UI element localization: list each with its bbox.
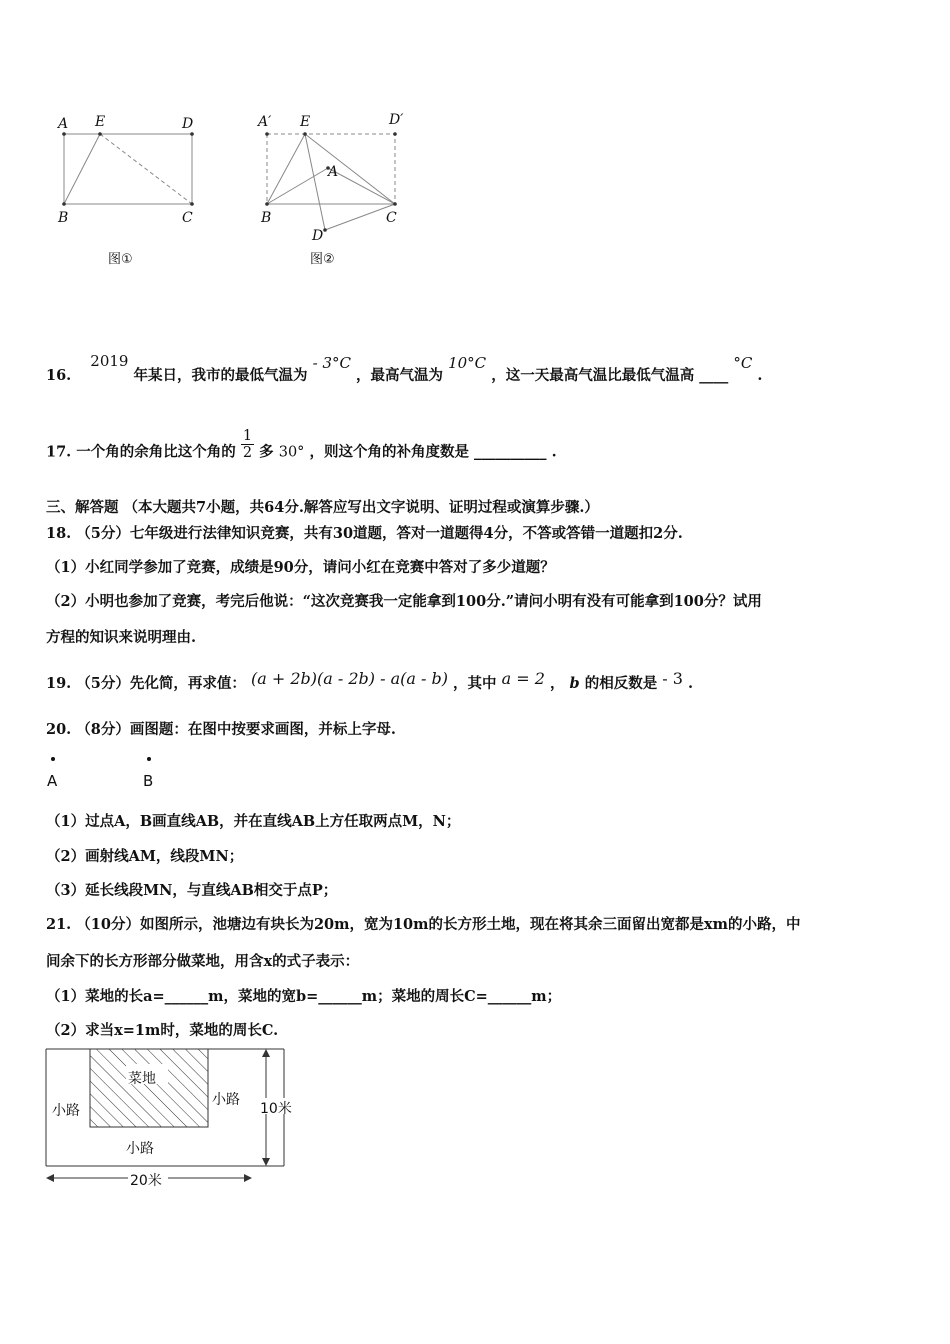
fig1-label-b: B <box>58 210 69 226</box>
segment-ec <box>305 134 395 204</box>
point-b-dot <box>147 757 151 761</box>
fig2-label-a: A <box>328 164 339 180</box>
vegetable-plot <box>90 1049 208 1127</box>
fig1-caption: 图① <box>108 252 133 267</box>
garden-path-bottom: 小路 <box>126 1141 154 1157</box>
fig2-label-b: B <box>261 210 272 226</box>
question-18-part-2b: 方程的知识来说明理由. <box>46 629 197 646</box>
segment-eb <box>267 134 305 204</box>
q16-end: . <box>757 367 763 384</box>
question-21-head-b: 间余下的长方形部分做菜地，用含x的式子表示： <box>46 953 360 970</box>
fig2-label-a-prime: A′ <box>258 114 272 130</box>
garden-width-label: 20米 <box>130 1173 162 1189</box>
q19-text-1: （5分）先化简，再求值： <box>76 675 246 692</box>
q19-expression: (a + 2b)(a - 2b) - a(a - b) <box>250 669 448 688</box>
q16-high-temp: 10°C <box>448 354 487 372</box>
question-18-part-2a: （2）小明也参加了竞赛，考完后他说：“这次竞赛我一定能拿到100分.”请问小明有没有可能拿到100分？试用 <box>46 593 762 610</box>
fig1-label-e: E <box>95 114 106 130</box>
garden-veg-label: 菜地 <box>128 1071 156 1087</box>
segment-dc <box>325 204 395 230</box>
height-arrow-bottom <box>262 1158 270 1166</box>
question-21-head-a: 21. （10分）如图所示，池塘边有块长为20m，宽为10m的长方形土地，现在将其余三面留出宽都是xm的小路，中 <box>46 916 801 933</box>
q16-text-1: 年某日，我市的最低气温为 <box>133 367 308 384</box>
q16-blank: ____ <box>699 367 729 384</box>
fig1-label-d: D <box>182 116 194 132</box>
q17-angle: 30° <box>278 444 305 461</box>
q16-unit: °C <box>733 354 753 372</box>
width-arrow-left <box>46 1174 54 1182</box>
q19-end: . <box>688 675 694 692</box>
q16-text-2: ，最高气温为 <box>356 367 444 384</box>
question-17 <box>46 428 557 469</box>
q19-condition: a = 2 <box>501 669 545 688</box>
q16-text-3: ，这一天最高气温比最低气温高 <box>491 367 695 384</box>
q17-fraction <box>241 428 254 461</box>
fig1-label-c: C <box>182 210 193 226</box>
point-a-label: A <box>47 772 58 790</box>
question-18-head: 18. （5分）七年级进行法律知识竞赛，共有30道题，答对一道题得4分，不答或答错一道题扣2分. <box>46 525 683 542</box>
segment-ed <box>305 134 325 230</box>
q17-frac-numerator: 1 <box>242 428 253 444</box>
height-arrow-top <box>262 1049 270 1057</box>
q16-number: 16. <box>46 367 72 384</box>
question-20-part-2: （2）画射线AM，线段MN； <box>46 848 244 865</box>
q17-text-3: ，则这个角的补角度数是 <box>309 443 469 461</box>
question-20-part-1: （1）过点A，B画直线AB，并在直线AB上方任取两点M，N； <box>46 813 461 830</box>
garden-path-right: 小路 <box>212 1092 240 1108</box>
point-a-dot <box>51 757 55 761</box>
q16-low-temp: - 3°C <box>312 354 351 372</box>
q19-text-2: ，其中 <box>453 675 497 692</box>
segment-eb <box>64 134 100 204</box>
width-arrow-right <box>244 1174 252 1182</box>
question-21-part-2: （2）求当x=1m时，菜地的周长C. <box>46 1022 279 1039</box>
question-20-head: 20. （8分）画图题：在图中按要求画图，并标上字母. <box>46 721 396 738</box>
dashed-segment-ec <box>100 134 192 204</box>
q17-text-2: 多 <box>259 443 274 461</box>
question-21-part-1: （1）菜地的长a=______m，菜地的宽b=______m；菜地的周长C=______m； <box>46 988 562 1005</box>
q17-frac-denominator: 2 <box>242 445 253 461</box>
fig2-label-d: D <box>312 228 324 244</box>
q17-end: . <box>551 443 557 461</box>
question-16 <box>46 352 763 385</box>
q19-text-4: 的相反数是 <box>584 675 658 692</box>
fig2-caption: 图② <box>310 252 335 267</box>
q19-b: b <box>569 675 580 692</box>
rectangle-abcd <box>64 134 192 204</box>
fig2-label-e: E <box>300 114 311 130</box>
question-18-part-1: （1）小红同学参加了竞赛，成绩是90分，请问小红在竞赛中答对了多少道题？ <box>46 559 555 576</box>
q19-text-3: ， <box>549 675 565 692</box>
garden-height-label: 10米 <box>260 1101 292 1117</box>
point-b-label: B <box>143 772 154 790</box>
q17-text-1: 一个角的余角比这个角的 <box>76 443 236 461</box>
question-19 <box>46 669 694 693</box>
fig2-label-c: C <box>386 210 397 226</box>
fig1-label-a: A <box>58 116 69 132</box>
q16-year: 2019 <box>90 352 129 370</box>
q17-blank: __________ <box>474 443 547 461</box>
q17-number: 17. <box>46 443 72 461</box>
section-3-header: 三、解答题 （本大题共7小题，共64分.解答应写出文字说明、证明过程或演算步骤.） <box>46 499 599 516</box>
garden-path-left: 小路 <box>52 1103 80 1119</box>
question-20-part-3: （3）延长线段MN，与直线AB相交于点P； <box>46 882 338 899</box>
fig2-label-d-prime: D′ <box>389 112 404 128</box>
q19-value: - 3 <box>662 669 683 688</box>
q19-number: 19. <box>46 675 72 692</box>
